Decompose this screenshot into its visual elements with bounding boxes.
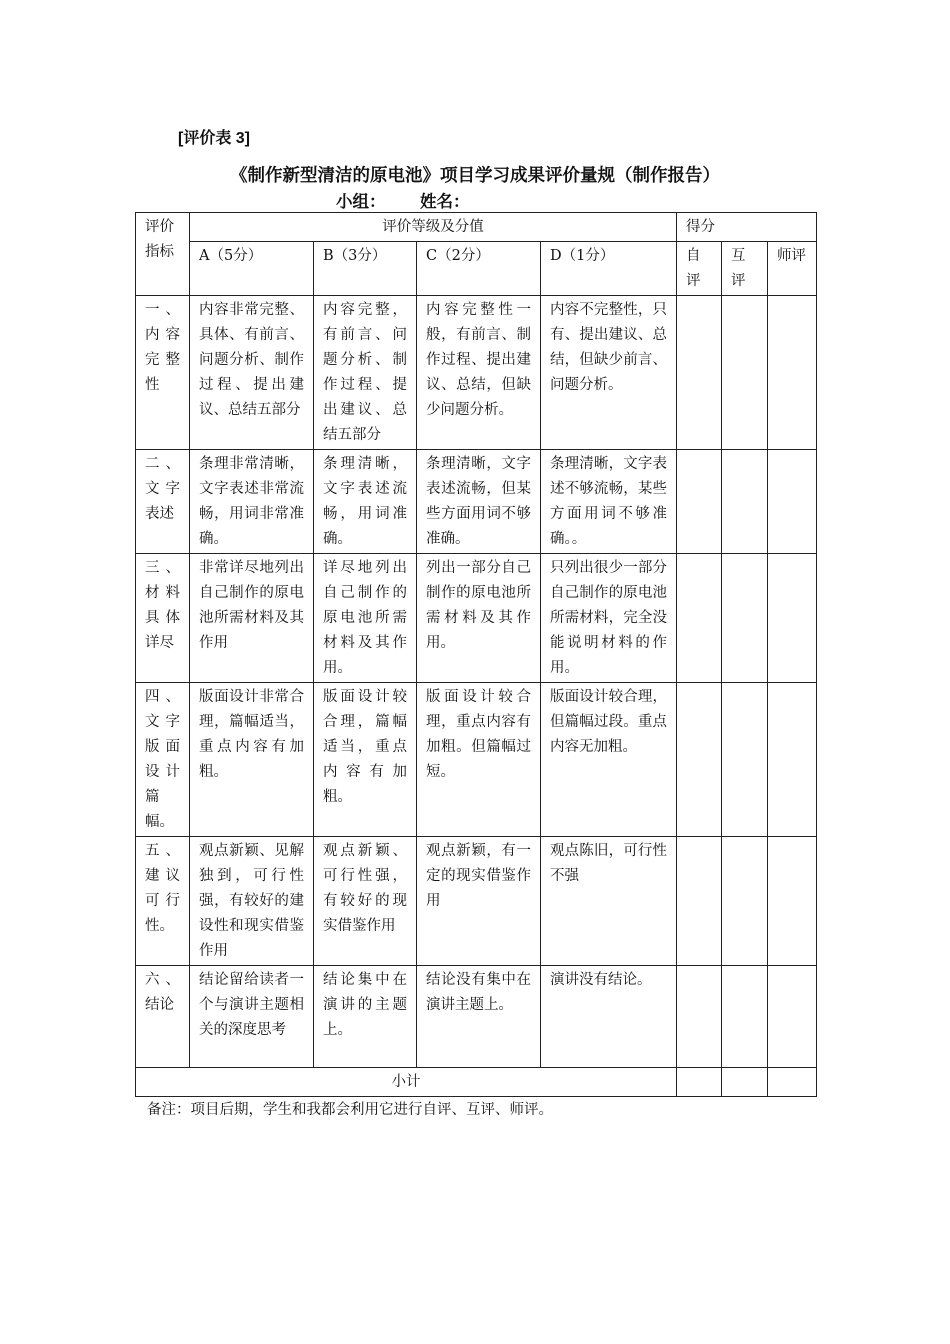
level-c-cell: 结论没有集中在演讲主题上。 <box>417 966 541 1068</box>
level-a-cell: 条理非常清晰，文字表述非常流畅，用词非常准确。 <box>190 450 314 554</box>
self-score-cell[interactable] <box>677 554 722 683</box>
peer-score-cell[interactable] <box>722 966 768 1068</box>
header-peer: 互评 <box>722 242 768 296</box>
teacher-score-cell[interactable] <box>768 554 817 683</box>
teacher-score-cell[interactable] <box>768 683 817 837</box>
group-label: 小组： <box>336 192 386 211</box>
name-label: 姓名： <box>419 192 470 211</box>
level-a-cell: 结论留给读者一个与演讲主题相关的深度思考 <box>190 966 314 1068</box>
header-indicator: 评价指标 <box>136 213 190 296</box>
level-b-cell: 详尽地列出自己制作的原电池所需材料及其作用。 <box>314 554 417 683</box>
level-d-cell: 只列出很少一部分自己制作的原电池所需材料，完全没能说明材料的作用。 <box>541 554 677 683</box>
header-level-d: D（1分） <box>541 242 677 296</box>
header-levels: 评价等级及分值 <box>190 213 677 242</box>
rubric-table <box>135 212 817 1097</box>
table-row <box>136 966 817 1068</box>
self-score-cell[interactable] <box>677 966 722 1068</box>
level-d-cell: 观点陈旧，可行性不强 <box>541 837 677 966</box>
header-row-1 <box>136 213 817 242</box>
level-b-cell: 内容完整，有前言、问题分析、制作过程、提出建议、总结五部分 <box>314 296 417 450</box>
subtotal-row <box>136 1068 817 1097</box>
header-level-b: B（3分） <box>314 242 417 296</box>
header-teacher: 师评 <box>768 242 817 296</box>
table-row <box>136 450 817 554</box>
table-row <box>136 554 817 683</box>
row-indicator: 四、文字版面设计篇幅。 <box>136 683 190 837</box>
level-d-cell: 演讲没有结论。 <box>541 966 677 1068</box>
peer-score-cell[interactable] <box>722 450 768 554</box>
peer-subtotal-cell[interactable] <box>722 1068 768 1097</box>
level-c-cell: 版面设计较合理，重点内容有加粗。但篇幅过短。 <box>417 683 541 837</box>
header-row-2 <box>136 242 817 296</box>
document-title: 《制作新型清洁的原电池》项目学习成果评价量规（制作报告） <box>230 166 720 186</box>
level-b-cell: 条理清晰，文字表述流畅，用词准确。 <box>314 450 417 554</box>
peer-score-cell[interactable] <box>722 683 768 837</box>
self-score-cell[interactable] <box>677 450 722 554</box>
table-row <box>136 683 817 837</box>
row-indicator: 五、建议可行性。 <box>136 837 190 966</box>
self-score-cell[interactable] <box>677 296 722 450</box>
teacher-score-cell[interactable] <box>768 837 817 966</box>
level-b-cell: 观点新颖、可行性强，有较好的现实借鉴作用 <box>314 837 417 966</box>
table-row <box>136 837 817 966</box>
self-score-cell[interactable] <box>677 837 722 966</box>
level-c-cell: 条理清晰，文字表述流畅，但某些方面用词不够准确。 <box>417 450 541 554</box>
teacher-score-cell[interactable] <box>768 450 817 554</box>
teacher-subtotal-cell[interactable] <box>768 1068 817 1097</box>
level-c-cell: 观点新颖，有一定的现实借鉴作用 <box>417 837 541 966</box>
peer-score-cell[interactable] <box>722 554 768 683</box>
group-name-line <box>336 188 469 212</box>
level-b-cell: 版面设计较合理，篇幅适当，重点内容有加粗。 <box>314 683 417 837</box>
level-c-cell: 列出一部分自己制作的原电池所需材料及其作用。 <box>417 554 541 683</box>
footnote: 备注：项目后期，学生和我都会利用它进行自评、互评、师评。 <box>147 1102 553 1118</box>
level-a-cell: 非常详尽地列出自己制作的原电池所需材料及其作用 <box>190 554 314 683</box>
header-level-a: A（5分） <box>190 242 314 296</box>
level-a-cell: 版面设计非常合理，篇幅适当，重点内容有加粗。 <box>190 683 314 837</box>
level-a-cell: 内容非常完整、具体、有前言、问题分析、制作过程、提出建议、总结五部分 <box>190 296 314 450</box>
table-row <box>136 296 817 450</box>
form-label: [评价表 3] <box>178 130 251 147</box>
row-indicator: 二、文字表述 <box>136 450 190 554</box>
header-score: 得分 <box>677 213 817 242</box>
level-b-cell: 结论集中在演讲的主题上。 <box>314 966 417 1068</box>
level-a-cell: 观点新颖、见解独到，可行性强，有较好的建设性和现实借鉴作用 <box>190 837 314 966</box>
row-indicator: 一、内容完整性 <box>136 296 190 450</box>
teacher-score-cell[interactable] <box>768 296 817 450</box>
self-subtotal-cell[interactable] <box>677 1068 722 1097</box>
level-d-cell: 版面设计较合理，但篇幅过段。重点内容无加粗。 <box>541 683 677 837</box>
self-score-cell[interactable] <box>677 683 722 837</box>
level-d-cell: 内容不完整性，只有、提出建议、总结，但缺少前言、问题分析。 <box>541 296 677 450</box>
row-indicator: 三、材料具体详尽 <box>136 554 190 683</box>
level-d-cell: 条理清晰，文字表述不够流畅，某些方面用词不够准确。。 <box>541 450 677 554</box>
peer-score-cell[interactable] <box>722 837 768 966</box>
row-indicator: 六、结论 <box>136 966 190 1068</box>
header-level-c: C（2分） <box>417 242 541 296</box>
peer-score-cell[interactable] <box>722 296 768 450</box>
level-c-cell: 内容完整性一般，有前言、制作过程、提出建议、总结，但缺少问题分析。 <box>417 296 541 450</box>
teacher-score-cell[interactable] <box>768 966 817 1068</box>
header-self: 自评 <box>677 242 722 296</box>
subtotal-label: 小计 <box>136 1068 677 1097</box>
